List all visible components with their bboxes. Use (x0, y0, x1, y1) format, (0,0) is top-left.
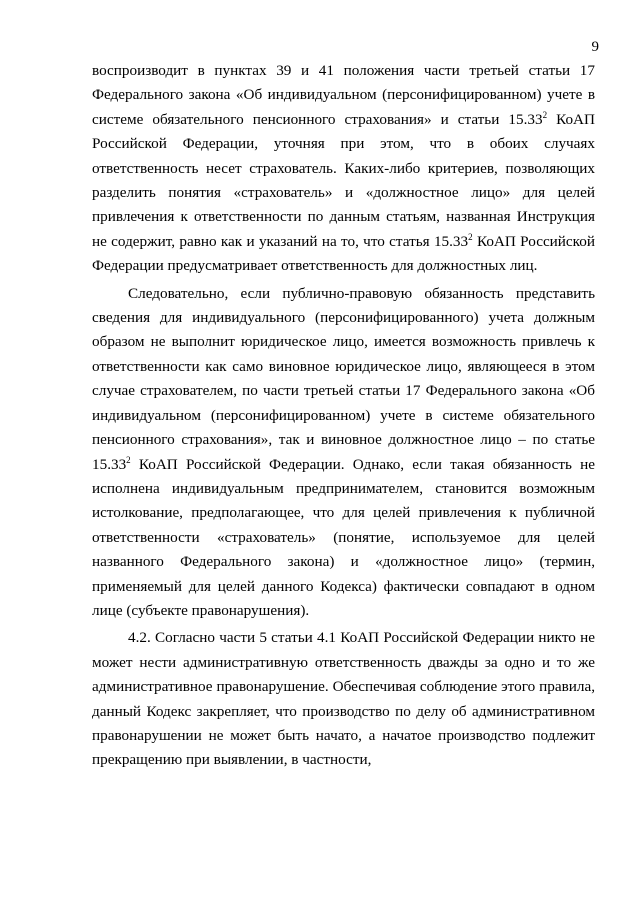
paragraph-text: КоАП Российской Федерации. Однако, если такая обязанность не исполнена индивидуальным предпринимателем, становится возможным истолкование, предполагающее, что для целей привлечения к публичной ответственности «страхователь» (понятие, используемое для целей названного Федерального закона) и «должностное лицо» (термин, применяемый для целей данного Кодекса) фактически совпадают в одном лице (субъекте правонарушения). (92, 455, 595, 619)
paragraph-text: КоАП Российской Федерации, уточняя при этом, что в обоих случаях ответственность несет страхователь. Каких-либо критериев, позволяющих разделить понятия «страхователь» и «должностное лицо» для целей привлечения к ответственности по данным статьям, названная Инструкция не содержит, равно как и указаний на то, что статья 15.33 (92, 110, 595, 250)
superscript: 2 (126, 454, 131, 465)
paragraph (92, 59, 595, 279)
document-body (92, 59, 595, 773)
page-number: 9 (591, 39, 599, 55)
paragraph-text: 4.2. Согласно части 5 статьи 4.1 КоАП Российской Федерации никто не может нести административную ответственность дважды за одно и то же административное правонарушение. Обеспечивая соблюдение этого правила, данный Кодекс закрепляет, что производство по делу об административном правонарушении не может быть начато, а начатое производство подлежит прекращению при выявлении, в частности, (92, 629, 595, 769)
superscript: 2 (468, 231, 473, 242)
paragraph (92, 282, 595, 624)
paragraph (92, 626, 595, 772)
paragraph-text: Следовательно, если публично-правовую обязанность представить сведения для индивидуального (персонифицированного) учета должным образом не выполнит юридическое лицо, имеется возможность привлечь к ответственности как само виновное юридическое лицо, являющееся в этом случае страхователем, по части третьей статьи 17 Федерального закона «Об индивидуальном (персонифицированном) учете в системе обязательного пенсионного страхования», так и виновное должностное лицо – по статье 15.33 (92, 284, 595, 473)
paragraph-text: КоАП Российской Федерации предусматривает ответственность для должностных лиц. (92, 232, 596, 275)
superscript: 2 (542, 109, 548, 120)
paragraph-text: воспроизводит в пунктах 39 и 41 положения части третьей статьи 17 Федерального закона «Об индивидуальном (персонифицированном) учете в системе обязательного пенсионного страхования» и статьи 15.33 (92, 62, 595, 128)
